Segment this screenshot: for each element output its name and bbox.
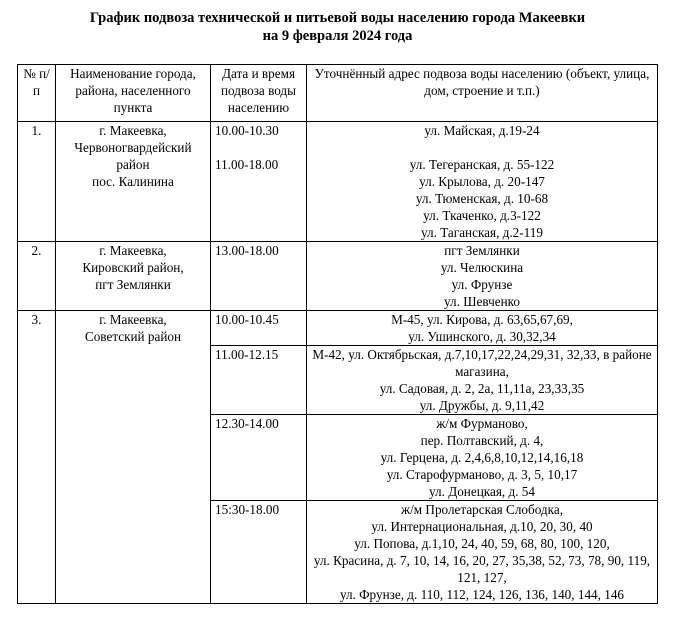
- time-slot: 12.30-14.00: [211, 415, 307, 501]
- row-addresses: [307, 415, 658, 501]
- address-line: ул. Красина, д. 7, 10, 14, 16, 20, 27, 35,38, 52, 73, 78, 90, 119, 121, 127,: [313, 553, 651, 585]
- row-num: 2.: [18, 242, 56, 311]
- address-line: ул. Тюменская, д. 10-68: [415, 191, 549, 206]
- table-header-row: [18, 65, 658, 122]
- address-line: ул. Таганская, д.2-119: [421, 225, 543, 240]
- address-line: ул. Фрунзе, д. 110, 112, 124, 126, 136, 140, 144, 146: [339, 587, 625, 602]
- place-line: Советский район: [84, 329, 182, 344]
- header-num: № п/п: [18, 65, 56, 122]
- address-line: ж/м Фурманово,: [436, 416, 528, 431]
- place-line: г. Макеевка,: [99, 243, 167, 258]
- place-line: пос. Калинина: [92, 174, 174, 189]
- address-line: ж/м Пролетарская Слободка,: [401, 502, 563, 517]
- address-line: ул. Крылова, д. 20-147: [419, 174, 545, 189]
- address-line: пгт Землянки: [444, 243, 520, 258]
- table-row: [18, 242, 658, 311]
- address-line: М-42, ул. Октябрьская, д.7,10,17,22,24,29,31, 32,33, в районе магазина,: [312, 347, 652, 379]
- place-line: г. Макеевка,: [99, 312, 167, 327]
- table-row: [18, 311, 658, 346]
- address-line: ул. Тегеранская, д. 55-122: [409, 157, 555, 172]
- address-line: ул. Фрунзе: [451, 277, 513, 292]
- address-line: ул. Герцена, д. 2,4,6,8,10,12,14,16,18: [380, 450, 584, 465]
- time-slot: 11.00-12.15: [211, 346, 307, 415]
- row-times: [211, 122, 307, 242]
- row-times: [211, 242, 307, 311]
- table-row: [18, 122, 658, 242]
- address-line: пер. Полтавский, д. 4,: [420, 433, 544, 448]
- time-slot: 13.00-18.00: [215, 243, 279, 258]
- row-addresses: [307, 346, 658, 415]
- address-line: ул. Донецкая, д. 54: [429, 484, 535, 499]
- time-slot: 15:30-18.00: [211, 501, 307, 604]
- row-addresses: [307, 242, 658, 311]
- header-address: Уточнённый адрес подвоза воды населению (объект, улица, дом, строение и т.п.): [307, 65, 658, 122]
- title-line-2: на 9 февраля 2024 года: [262, 28, 413, 44]
- header-datetime: Дата и время подвоза воды населению: [211, 65, 307, 122]
- place-line: г. Макеевка,: [99, 123, 167, 138]
- row-addresses: [307, 122, 658, 242]
- address-line: ул. Старофурманово, д. 3, 5, 10,17: [386, 467, 578, 482]
- address-line: ул. Майская, д.19-24: [424, 123, 540, 138]
- place-line: пгт Землянки: [95, 277, 171, 292]
- address-line: ул. Попова, д.1,10, 24, 40, 59, 68, 80, 100, 120,: [354, 536, 610, 551]
- time-slot: 11.00-18.00: [215, 157, 279, 172]
- row-num: 1.: [18, 122, 56, 242]
- address-line: ул. Челюскина: [440, 260, 524, 275]
- address-line: ул. Дружбы, д. 9,11,42: [419, 398, 545, 413]
- row-addresses: [307, 311, 658, 346]
- time-slot: 10.00-10.30: [215, 123, 279, 138]
- document-title: [0, 9, 675, 45]
- address-line: ул. Ушинского, д. 30,32,34: [408, 329, 556, 344]
- row-place: [56, 122, 211, 242]
- row-place: [56, 242, 211, 311]
- address-line: ул. Шевченко: [444, 294, 520, 309]
- address-line: ул. Интернациональная, д.10, 20, 30, 40: [371, 519, 593, 534]
- row-addresses: [307, 501, 658, 604]
- place-line: Кировский район,: [82, 260, 184, 275]
- address-line: ул. Садовая, д. 2, 2а, 11,11а, 23,33,35: [379, 381, 585, 396]
- place-line: район: [116, 157, 150, 172]
- header-place: Наименование города, района, населенного пункта: [56, 65, 211, 122]
- address-line: М-45, ул. Кирова, д. 63,65,67,69,: [391, 312, 573, 327]
- address-line: ул. Ткаченко, д.3-122: [423, 208, 541, 223]
- place-line: Червоногвардейский: [74, 140, 192, 155]
- water-delivery-schedule-table: [17, 64, 658, 604]
- row-num: 3.: [18, 311, 56, 604]
- time-slot: 10.00-10.45: [211, 311, 307, 346]
- row-place: [56, 311, 211, 604]
- title-line-1: График подвоза технической и питьевой воды населению города Макеевки: [89, 10, 586, 26]
